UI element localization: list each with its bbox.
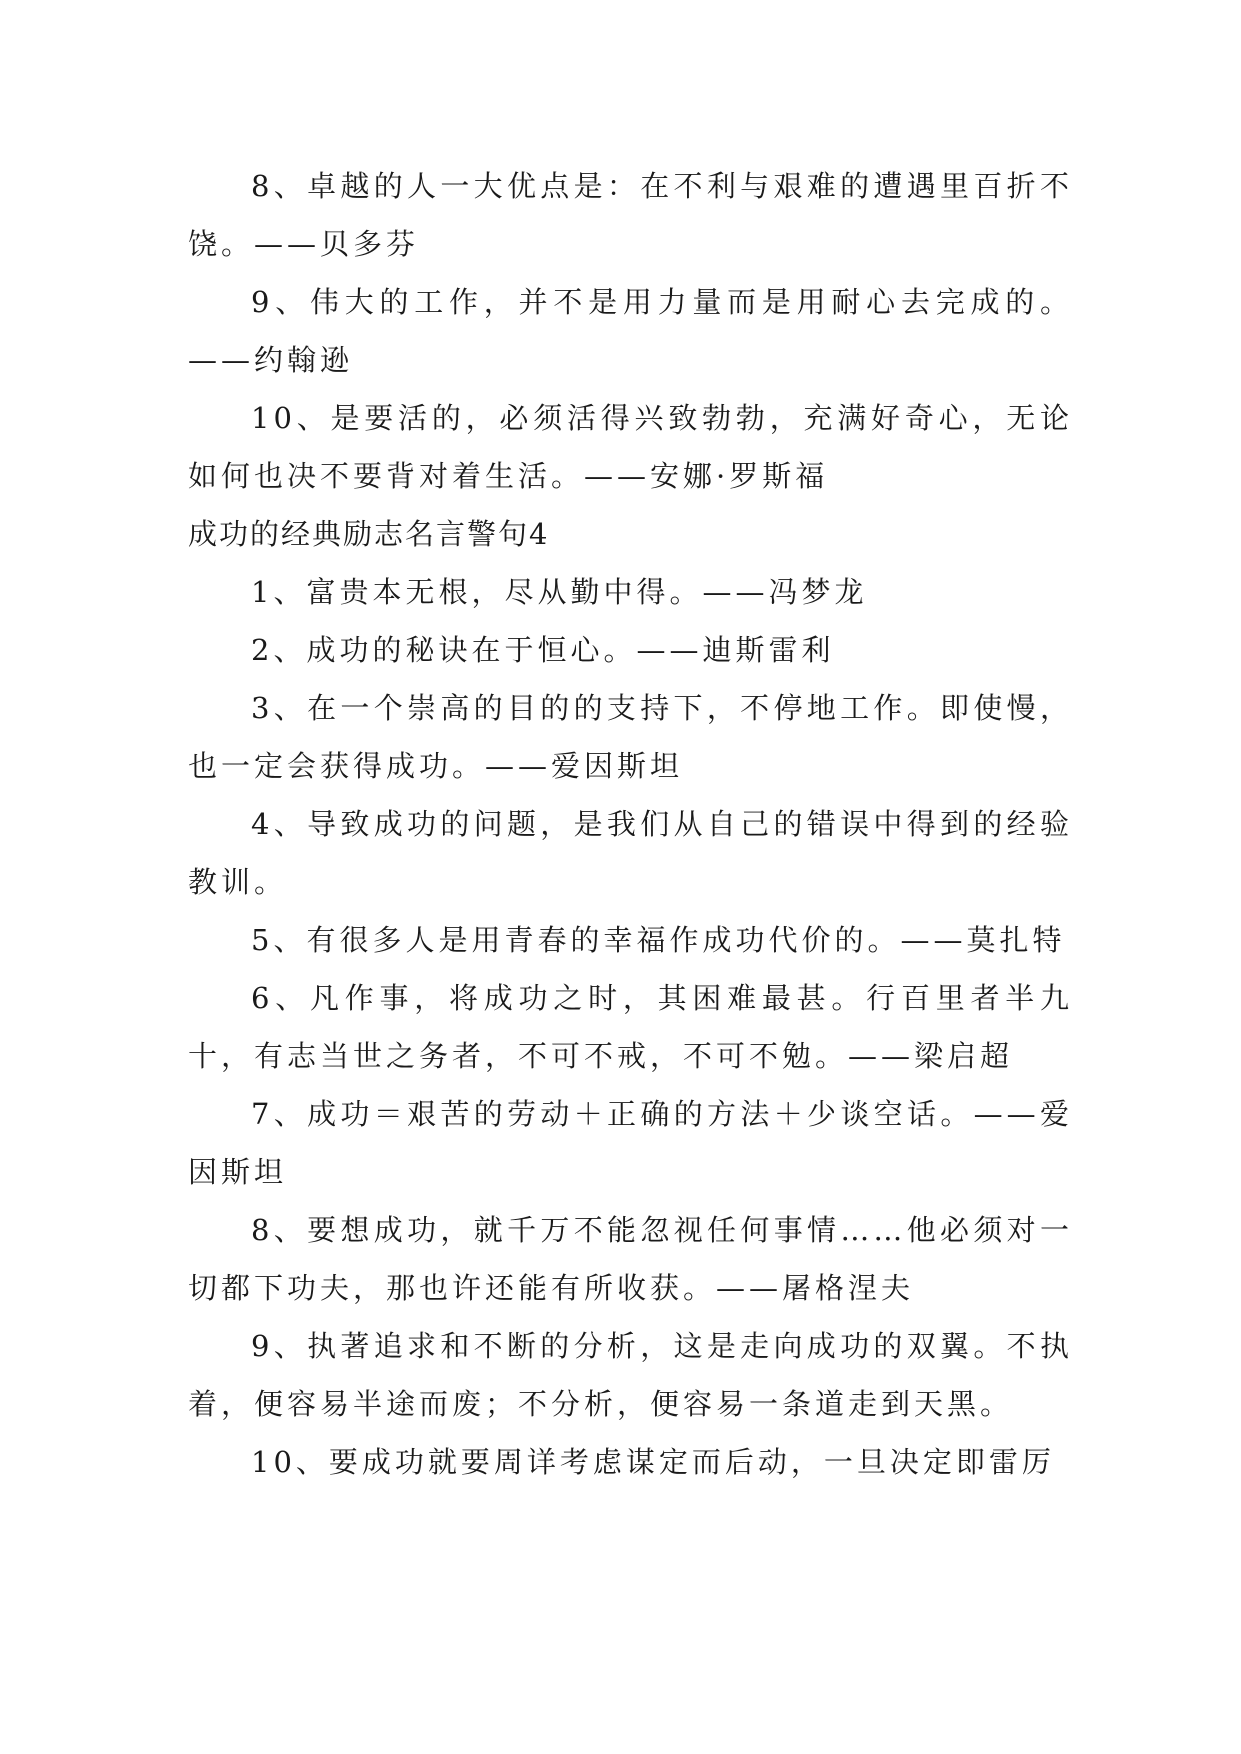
quote-paragraph: 10、是要活的，必须活得兴致勃勃，充满好奇心，无论如何也决不要背对着生活。——安娜·罗斯福: [188, 401, 1073, 493]
quote-paragraph: 8、卓越的人一大优点是：在不利与艰难的遭遇里百折不饶。——贝多芬: [188, 169, 1073, 261]
section-title: 成功的经典励志名言警句4: [188, 517, 550, 551]
quote-paragraph: 10、要成功就要周详考虑谋定而后动，一旦决定即雷厉: [251, 1445, 1055, 1479]
quote-paragraph: 6、凡作事，将成功之时，其困难最甚。行百里者半九十，有志当世之务者，不可不戒，不可不勉。——梁启超: [188, 981, 1073, 1073]
quote-paragraph: 2、成功的秘诀在于恒心。——迪斯雷利: [251, 633, 835, 667]
document-page: [188, 157, 1073, 1491]
quote-paragraph: 9、伟大的工作，并不是用力量而是用耐心去完成的。——约翰逊: [188, 285, 1073, 377]
quote-paragraph: 5、有很多人是用青春的幸福作成功代价的。——莫扎特: [251, 923, 1066, 957]
quote-paragraph: 8、要想成功，就千万不能忽视任何事情……他必须对一切都下功夫，那也许还能有所收获。——屠格涅夫: [188, 1213, 1073, 1305]
quote-paragraph: 4、导致成功的问题，是我们从自己的错误中得到的经验教训。: [188, 807, 1073, 899]
quote-paragraph: 9、执著追求和不断的分析，这是走向成功的双翼。不执着，便容易半途而废；不分析，便容易一条道走到天黑。: [188, 1329, 1073, 1421]
quote-paragraph: 1、富贵本无根，尽从勤中得。——冯梦龙: [251, 575, 868, 609]
quote-paragraph: 7、成功＝艰苦的劳动＋正确的方法＋少谈空话。——爱因斯坦: [188, 1097, 1073, 1189]
quote-paragraph: 3、在一个崇高的目的的支持下，不停地工作。即使慢，也一定会获得成功。——爱因斯坦: [188, 691, 1073, 783]
